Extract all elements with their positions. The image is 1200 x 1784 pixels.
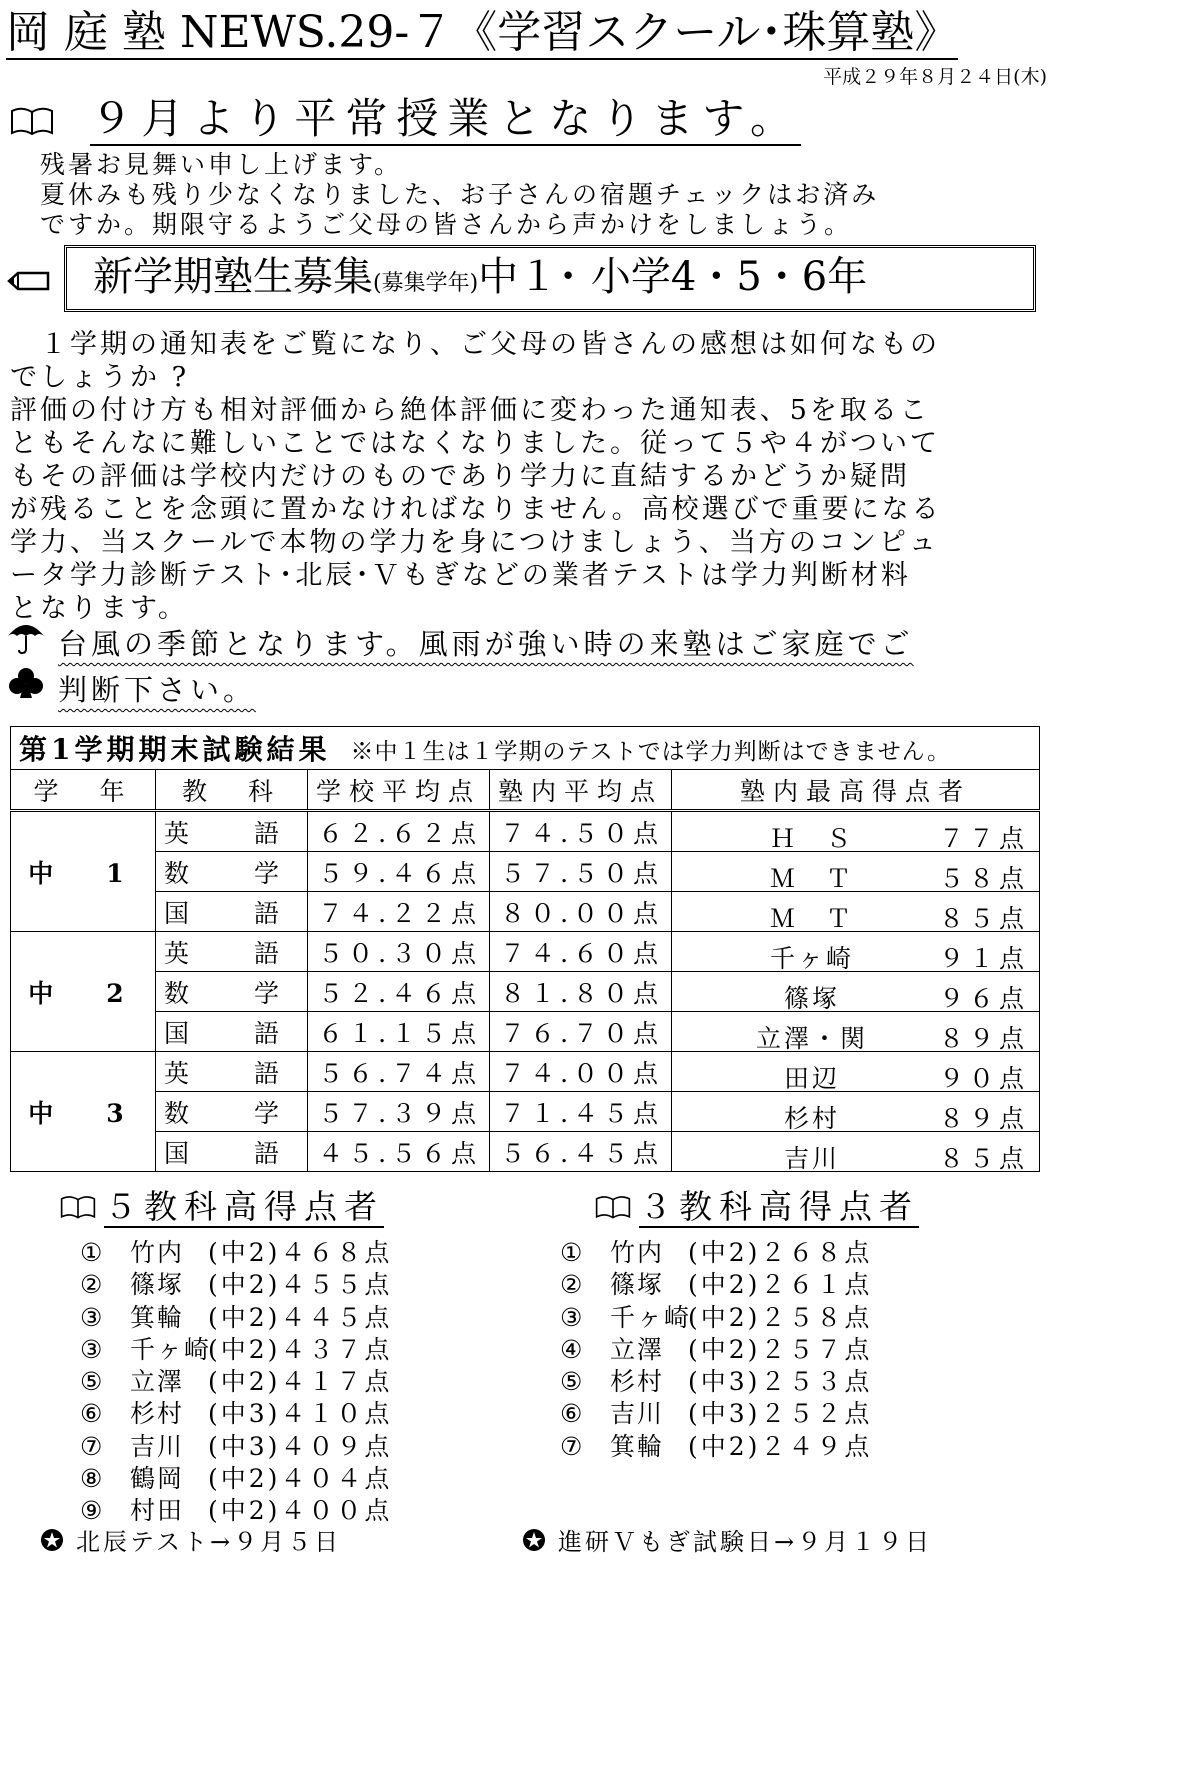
subject-cell: 数 学 (156, 852, 308, 892)
subject-cell: 数 学 (156, 1092, 308, 1132)
subject-cell: 英 語 (156, 1052, 308, 1092)
greeting-paragraph (40, 150, 1050, 240)
exam-results-table (10, 726, 1040, 1172)
top-scorer-score: ７７点 (938, 824, 1029, 853)
subject-cell: 国 語 (156, 892, 308, 932)
hokushin-text: 北辰テスト→９月５日 (76, 1528, 342, 1556)
list-item (560, 1302, 872, 1334)
top-scorer-cell (672, 972, 1040, 1012)
grade-cell: 中 2 (11, 932, 156, 1052)
rank-number: ⑥ (560, 1399, 586, 1429)
rank-name: 箕輪 (130, 1302, 185, 1332)
top-scorer-score: ８９点 (938, 1104, 1029, 1133)
rank-score: (中2)２６８点 (688, 1238, 873, 1267)
book-icon (595, 1188, 631, 1230)
rank-score: (中3)４１０点 (208, 1399, 393, 1429)
school-avg-cell: ４５.５６点 (308, 1132, 490, 1172)
greeting-line: ですか。期限守るようご父母の皆さんから声かけをしましょう。 (40, 210, 853, 239)
juku-avg-cell: ７６.７０点 (490, 1012, 672, 1052)
column-header: 学 年 (11, 770, 156, 811)
rank-score: (中3)２５３点 (688, 1367, 873, 1397)
school-avg-cell: ５９.４６点 (308, 852, 490, 892)
list-item (80, 1237, 392, 1269)
book-icon (60, 1188, 96, 1230)
rank-score: (中2)４４５点 (208, 1302, 393, 1332)
rank-number: ④ (560, 1334, 586, 1364)
headline (10, 95, 801, 146)
typhoon-line: 判断下さい。 (58, 673, 257, 707)
juku-avg-cell: ５７.５０点 (490, 852, 672, 892)
subject-cell: 国 語 (156, 1132, 308, 1172)
rank-name: 杉村 (610, 1367, 665, 1397)
list-item (80, 1398, 392, 1430)
rank-name: 吉川 (610, 1399, 665, 1429)
rank5-heading (60, 1186, 384, 1230)
body-line: 評価の付け方も相対評価から絶体評価に変わった通知表、5を取るこ (10, 395, 930, 426)
top-scorer-score: ９１点 (938, 944, 1029, 973)
top-scorer-cell (672, 1052, 1040, 1092)
list-item (80, 1366, 392, 1398)
typhoon-line: 台風の季節となります。風雨が強い時の来塾はご家庭でご (58, 627, 914, 661)
top-scorer-score: ５８点 (938, 864, 1029, 893)
rank-name: 吉川 (130, 1431, 185, 1461)
top-scorer-name: 立澤・関 (756, 1024, 869, 1053)
column-header: 教 科 (156, 770, 308, 811)
school-avg-cell: ５０.３０点 (308, 932, 490, 972)
top-scorer-name: 杉村 (784, 1104, 841, 1133)
issue-date: 平成２９年８月２４日(木) (823, 66, 1047, 88)
body-line: でしょうか ? (10, 362, 190, 393)
rank3-heading (595, 1186, 919, 1230)
rank-number: ⑤ (80, 1367, 106, 1397)
rank-number: ② (80, 1270, 106, 1300)
club-icon (6, 666, 58, 712)
school-avg-cell: ５２.４６点 (308, 972, 490, 1012)
list-item (560, 1237, 872, 1269)
rank-score: (中2)４０４点 (208, 1464, 393, 1494)
top-scorer-name: Ｍ Ｔ (770, 864, 855, 893)
rank-score: (中3)２５２点 (688, 1399, 873, 1429)
table-title: 第1学期期末試験結果 (19, 733, 331, 766)
grade-cell: 中 3 (11, 1052, 156, 1172)
subject-cell: 英 語 (156, 811, 308, 852)
rank-number: ③ (80, 1334, 106, 1364)
pencil-icon (6, 263, 52, 301)
rank-name: 竹内 (610, 1238, 665, 1267)
table-row (11, 1052, 1040, 1092)
greeting-line: 夏休みも残り少なくなりました、お子さんの宿題チェックはお済み (40, 180, 880, 209)
top-scorer-name: Ｈ Ｓ (770, 824, 855, 853)
list-item (80, 1334, 392, 1366)
table-row (11, 972, 1040, 1012)
juku-avg-cell: ７４.５０点 (490, 811, 672, 852)
table-row (11, 1092, 1040, 1132)
school-avg-cell: ６１.１５点 (308, 1012, 490, 1052)
top-scorer-name: 田辺 (784, 1064, 841, 1093)
rank-score: (中2)４１７点 (208, 1367, 393, 1397)
table-row (11, 811, 1040, 852)
rank5-list (80, 1237, 392, 1528)
top-scorer-cell (672, 892, 1040, 932)
greeting-line: 残暑お見舞い申し上げます。 (40, 150, 403, 179)
list-item (560, 1366, 872, 1398)
juku-avg-cell: ７１.４５点 (490, 1092, 672, 1132)
rank-number: ⑦ (560, 1431, 586, 1461)
list-item (560, 1398, 872, 1430)
body-line: が残ることを念頭に置かなければなりません。高校選びで重要になる (10, 494, 942, 525)
table-row (11, 892, 1040, 932)
rank-name: 村田 (130, 1496, 185, 1526)
top-scorer-score: ９０点 (938, 1064, 1029, 1093)
list-item (80, 1495, 392, 1527)
top-scorer-name: 篠塚 (784, 984, 841, 1013)
rank-name: 立澤 (130, 1367, 185, 1397)
body-line: もその評価は学校内だけのものであり学力に直結するかどうか疑問 (10, 461, 910, 492)
top-scorer-cell (672, 1132, 1040, 1172)
table-row (11, 852, 1040, 892)
hokushin-notice (40, 1525, 341, 1561)
newsletter-title (6, 8, 958, 58)
list-item (560, 1269, 872, 1301)
top-scorer-cell (672, 1012, 1040, 1052)
body-line: ータ学力診断テスト･北辰･Ｖもぎなどの業者テストは学力判断材料 (10, 560, 911, 591)
rank-number: ③ (560, 1302, 586, 1332)
rank-number: ⑦ (80, 1431, 106, 1461)
rank-number: ① (560, 1238, 586, 1267)
body-line: １学期の通知表をご覧になり、ご父母の皆さんの感想は如何なもの (10, 329, 940, 360)
top-scorer-cell (672, 852, 1040, 892)
rank-name: 千ヶ崎 (610, 1302, 692, 1332)
grade-cell: 中 1 (11, 811, 156, 932)
rank-name: 立澤 (610, 1334, 665, 1364)
school-avg-cell: ５７.３９点 (308, 1092, 490, 1132)
table-header-row (11, 770, 1040, 811)
recruit-box (64, 245, 1036, 312)
body-line: となります。 (10, 593, 188, 624)
top-scorer-name: 千ヶ崎 (770, 944, 855, 973)
rank-score: (中2)２６１点 (688, 1270, 873, 1300)
rank-number: ② (560, 1270, 586, 1300)
umbrella-icon (6, 620, 58, 666)
body-line: ともそんなに難しいことではなくなりました。従って５や４がついて (10, 428, 940, 459)
top-scorer-cell (672, 1092, 1040, 1132)
body-paragraph (10, 328, 942, 625)
rank-number: ① (80, 1238, 106, 1267)
rank-number: ⑥ (80, 1399, 106, 1429)
column-header: 塾内最高得点者 (672, 770, 1040, 811)
column-header: 塾内平均点 (490, 770, 672, 811)
rank3-list (560, 1237, 872, 1463)
top-scorer-name: Ｍ Ｔ (770, 904, 855, 933)
rank-number: ③ (80, 1302, 106, 1332)
top-scorer-score: ８９点 (938, 1024, 1029, 1053)
recruit-grades: 中１･ 小学4・5・6年 (478, 254, 868, 300)
rank-number: ⑨ (80, 1496, 106, 1526)
recruit-main: 新学期塾生募集 (93, 254, 373, 300)
rank5-title: ５教科高得点者 (104, 1187, 384, 1226)
juku-avg-cell: ８１.８０点 (490, 972, 672, 1012)
rank-score: (中2)２５７点 (688, 1334, 873, 1364)
rank-score: (中2)４００点 (208, 1496, 393, 1526)
list-item (560, 1431, 872, 1463)
school-avg-cell: ７４.２２点 (308, 892, 490, 932)
rank-score: (中2)２４９点 (688, 1431, 873, 1461)
rank-score: (中3)４０９点 (208, 1431, 393, 1461)
vmogi-notice (522, 1525, 932, 1561)
juku-avg-cell: ７４.００点 (490, 1052, 672, 1092)
top-scorer-score: ８５点 (938, 1144, 1029, 1173)
body-line: 学力、当スクールで本物の学力を身につけましょう、当方のコンピュ (10, 527, 939, 558)
table-row (11, 1012, 1040, 1052)
school-avg-cell: ５６.７４点 (308, 1052, 490, 1092)
rank-name: 鶴岡 (130, 1464, 185, 1494)
rank-name: 千ヶ崎 (130, 1334, 212, 1364)
rank-score: (中2)４６８点 (208, 1238, 393, 1267)
rank-score: (中2)２５８点 (688, 1302, 873, 1332)
star-circle-icon (522, 1527, 546, 1561)
juku-avg-cell: ７４.６０点 (490, 932, 672, 972)
rank-number: ⑤ (560, 1367, 586, 1397)
table-row (11, 932, 1040, 972)
headline-text: ９月より平常授業となります。 (90, 94, 801, 146)
recruit-sub: (募集学年) (373, 271, 479, 296)
list-item (80, 1302, 392, 1334)
subject-cell: 数 学 (156, 972, 308, 1012)
list-item (80, 1463, 392, 1495)
rank-name: 篠塚 (130, 1270, 185, 1300)
rank-name: 箕輪 (610, 1431, 665, 1461)
top-scorer-score: ９６点 (938, 984, 1029, 1013)
star-circle-icon (40, 1527, 64, 1561)
list-item (80, 1269, 392, 1301)
list-item (560, 1334, 872, 1366)
top-scorer-cell (672, 932, 1040, 972)
subject-cell: 国 語 (156, 1012, 308, 1052)
rank-score: (中2)４３７点 (208, 1334, 393, 1364)
list-item (80, 1431, 392, 1463)
typhoon-notice (6, 620, 914, 712)
juku-avg-cell: ５６.４５点 (490, 1132, 672, 1172)
column-header: 学校平均点 (308, 770, 490, 811)
title-text: 岡 庭 塾 NEWS.29-７《学習スクール･珠算塾》 (6, 7, 959, 58)
table-caption (11, 727, 1040, 770)
rank-number: ⑧ (80, 1464, 106, 1494)
top-scorer-name: 吉川 (784, 1144, 841, 1173)
top-scorer-cell (672, 811, 1040, 852)
vmogi-text: 進研Ｖもぎ試験日→９月１９日 (558, 1528, 933, 1556)
book-icon (10, 98, 54, 146)
rank-score: (中2)４５５点 (208, 1270, 393, 1300)
rank-name: 竹内 (130, 1238, 185, 1267)
rank-name: 杉村 (130, 1399, 185, 1429)
top-scorer-score: ８５点 (938, 904, 1029, 933)
table-row (11, 1132, 1040, 1172)
table-note: ※中１生は１学期のテストでは学力判断はできません。 (350, 739, 951, 765)
rank3-title: ３教科高得点者 (639, 1187, 919, 1226)
subject-cell: 英 語 (156, 932, 308, 972)
school-avg-cell: ６２.６２点 (308, 811, 490, 852)
rank-name: 篠塚 (610, 1270, 665, 1300)
juku-avg-cell: ８０.００点 (490, 892, 672, 932)
